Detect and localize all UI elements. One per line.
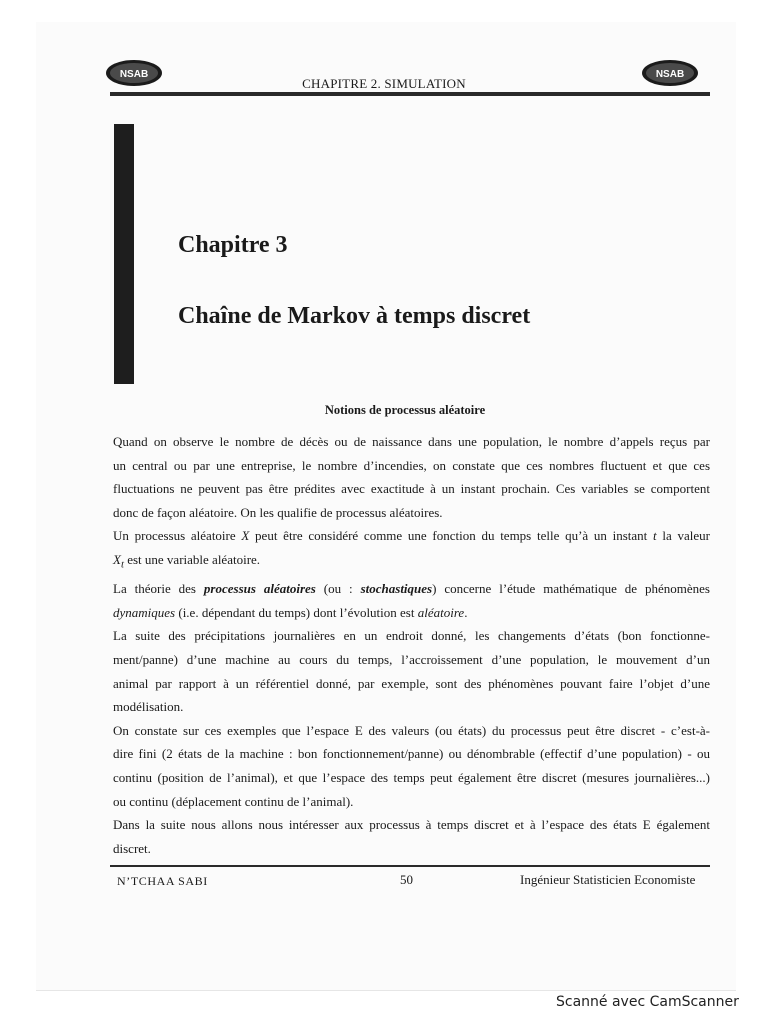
paragraph-1-line-3: fluctuations ne peuvent pas être prédites avec exactitude à un instant prochain. Ces variables se comportent — [113, 481, 710, 497]
paragraph-5-line-3: continu (position de l’animal), et que l’espace des temps peut également être discret (mesures journalières...) — [113, 769, 710, 785]
paragraph-1-line-4: donc de façon aléatoire. On les qualifie de processus aléatoires. — [113, 504, 443, 520]
running-head: CHAPITRE 2. SIMULATION — [302, 76, 466, 91]
camscanner-watermark: Scanné avec CamScanner — [556, 994, 739, 1010]
paragraph-4-line-1: La suite des précipitations journalières en un endroit donné, les changements d’états (bon fonctionne- — [113, 628, 710, 644]
paragraph-2-line-1: Un processus aléatoire X peut être considéré comme une fonction du temps telle qu’à un instant t la valeur — [113, 528, 710, 544]
paragraph-6-line-1: Dans la suite nous allons nous intéresser aux processus à temps discret et à l’espace des états E également — [113, 817, 710, 833]
paragraph-5-line-2: dire fini (2 états de la machine : bon fonctionnement/panne) ou dénombrable (effectif d’une population) - ou — [113, 746, 710, 762]
paragraph-3-line-1: La théorie des processus aléatoires (ou : stochastiques) concerne l’étude mathématique de phénomènes — [113, 581, 710, 597]
footer-rule — [110, 865, 710, 867]
paragraph-4-line-3: animal par rapport à un référentiel donné, par exemple, sont des phénomènes pouvant faire l’objet d’une — [113, 675, 710, 691]
paragraph-5-line-4: ou continu (déplacement continu de l’animal). — [113, 793, 354, 809]
chapter-number: Chapitre 3 — [178, 232, 288, 258]
footer-author: N’TCHAA SABI — [117, 874, 208, 888]
footer-role: Ingénieur Statisticien Economiste — [520, 872, 696, 887]
svg-text:NSAB: NSAB — [655, 69, 685, 80]
paragraph-4-line-2: ment/panne) d’une machine au cours du temps, l’accroissement d’une population, le mouvement d’un — [113, 651, 710, 667]
header-rule — [110, 92, 710, 96]
paragraph-1-line-1: Quand on observe le nombre de décès ou de naissance dans une population, le nombre d’appels reçus par — [113, 434, 710, 449]
paragraph-2-line-2: $X_t$ est une variable aléatoire. — [113, 551, 261, 571]
paragraph-3-line-2: dynamiques (i.e. dépendant du temps) dont l’évolution est aléatoire. — [113, 604, 468, 620]
scan-edge — [36, 990, 736, 991]
paragraph-4-line-4: modélisation. — [113, 699, 184, 715]
chapter-side-bar — [114, 124, 134, 384]
body-text — [113, 430, 710, 860]
paragraph-6-line-2: discret. — [113, 840, 151, 856]
svg-text:NSAB: NSAB — [119, 69, 149, 80]
paragraph-5-line-1: On constate sur ces exemples que l’espace E des valeurs (ou états) du processus peut être discret - c’est-à- — [113, 722, 710, 738]
page-number: 50 — [400, 872, 413, 887]
chapter-title: Chaîne de Markov à temps discret — [178, 303, 531, 329]
section-title: Notions de processus aléatoire — [324, 403, 486, 417]
paragraph-1-line-2: un central ou par une entreprise, le nombre d’incendies, on constate que ces nombres fluctuent et que ces — [113, 457, 710, 473]
